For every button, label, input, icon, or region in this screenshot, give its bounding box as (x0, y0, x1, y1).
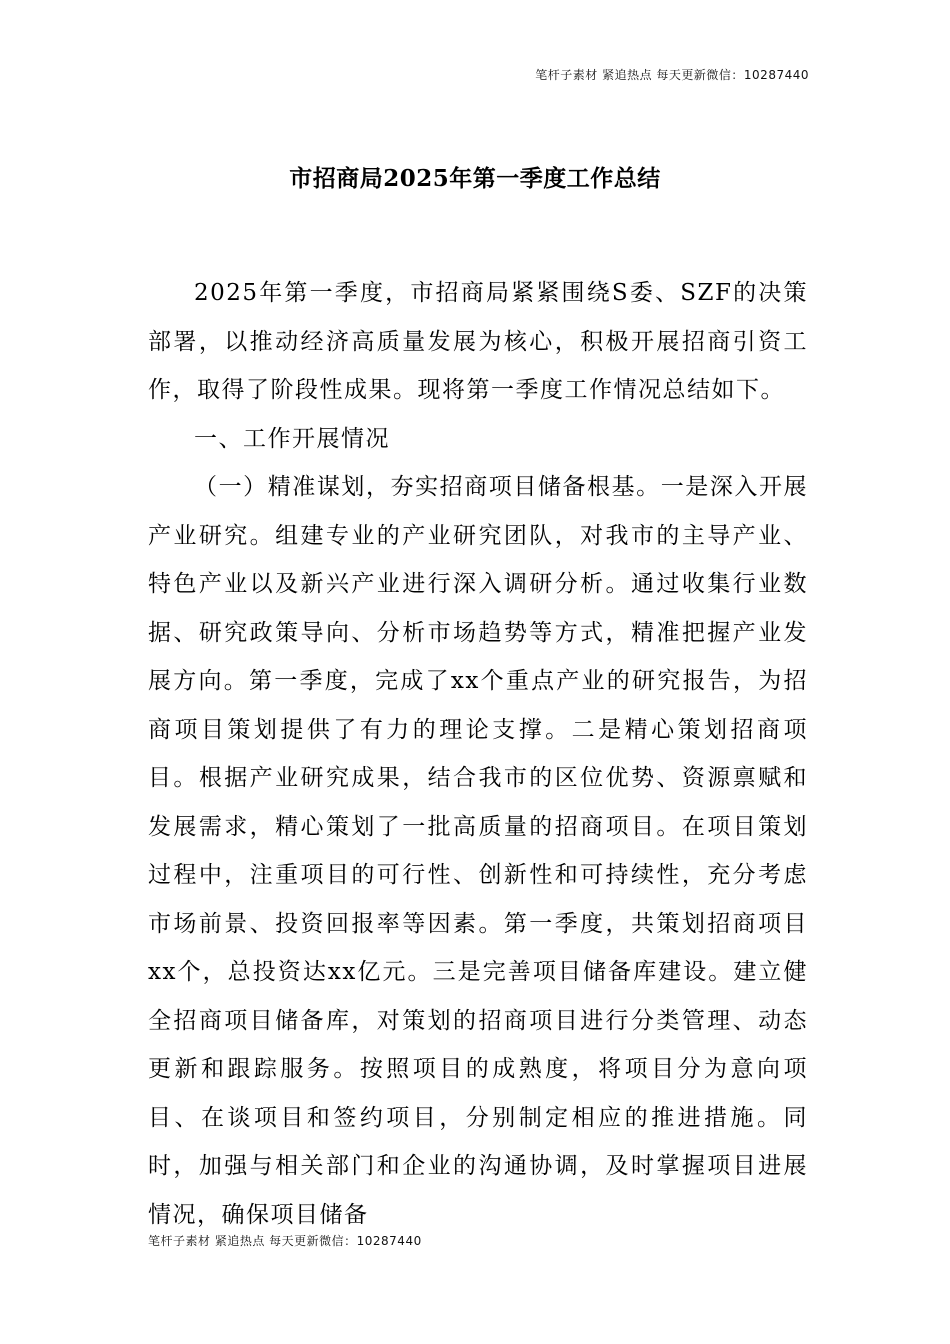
section-heading: 一、工作开展情况 (194, 425, 390, 452)
document-title: 市招商局2025年第一季度工作总结 (289, 165, 661, 192)
intro-paragraph: 2025年第一季度，市招商局紧紧围绕S委、SZF的决策部署，以推动经济高质量发展为核心，积极开展招商引资工作，取得了阶段性成果。现将第一季度工作情况总结如下。 (148, 280, 808, 403)
header-watermark-note: 笔杆子素材 紧追热点 每天更新微信：10287440 (535, 68, 809, 82)
subsection-paragraph: （一）精准谋划，夯实招商项目储备根基。一是深入开展产业研究。组建专业的产业研究团队，对我市的主导产业、特色产业以及新兴产业进行深入调研分析。通过收集行业数据、研究政策导向、分析市场趋势等方式，精准把握产业发展方向。第一季度，完成了xx个重点产业的研究报告，为招商项目策划提供了有力的理论支撑。二是精心策划招商项目。根据产业研究成果，结合我市的区位优势、资源禀赋和发展需求，精心策划了一批高质量的招商项目。在项目策划过程中，注重项目的可行性、创新性和可持续性，充分考虑市场前景、投资回报率等因素。第一季度，共策划招商项目xx个，总投资达xx亿元。三是完善项目储备库建设。建立健全招商项目储备库，对策划的招商项目进行分类管理、动态更新和跟踪服务。按照项目的成熟度，将项目分为意向项目、在谈项目和签约项目，分别制定相应的推进措施。同时，加强与相关部门和企业的沟通协调，及时掌握项目进展情况，确保项目储备 (148, 474, 808, 1228)
document-body (148, 269, 808, 1239)
footer-watermark-note: 笔杆子素材 紧追热点 每天更新微信：10287440 (148, 1234, 422, 1248)
